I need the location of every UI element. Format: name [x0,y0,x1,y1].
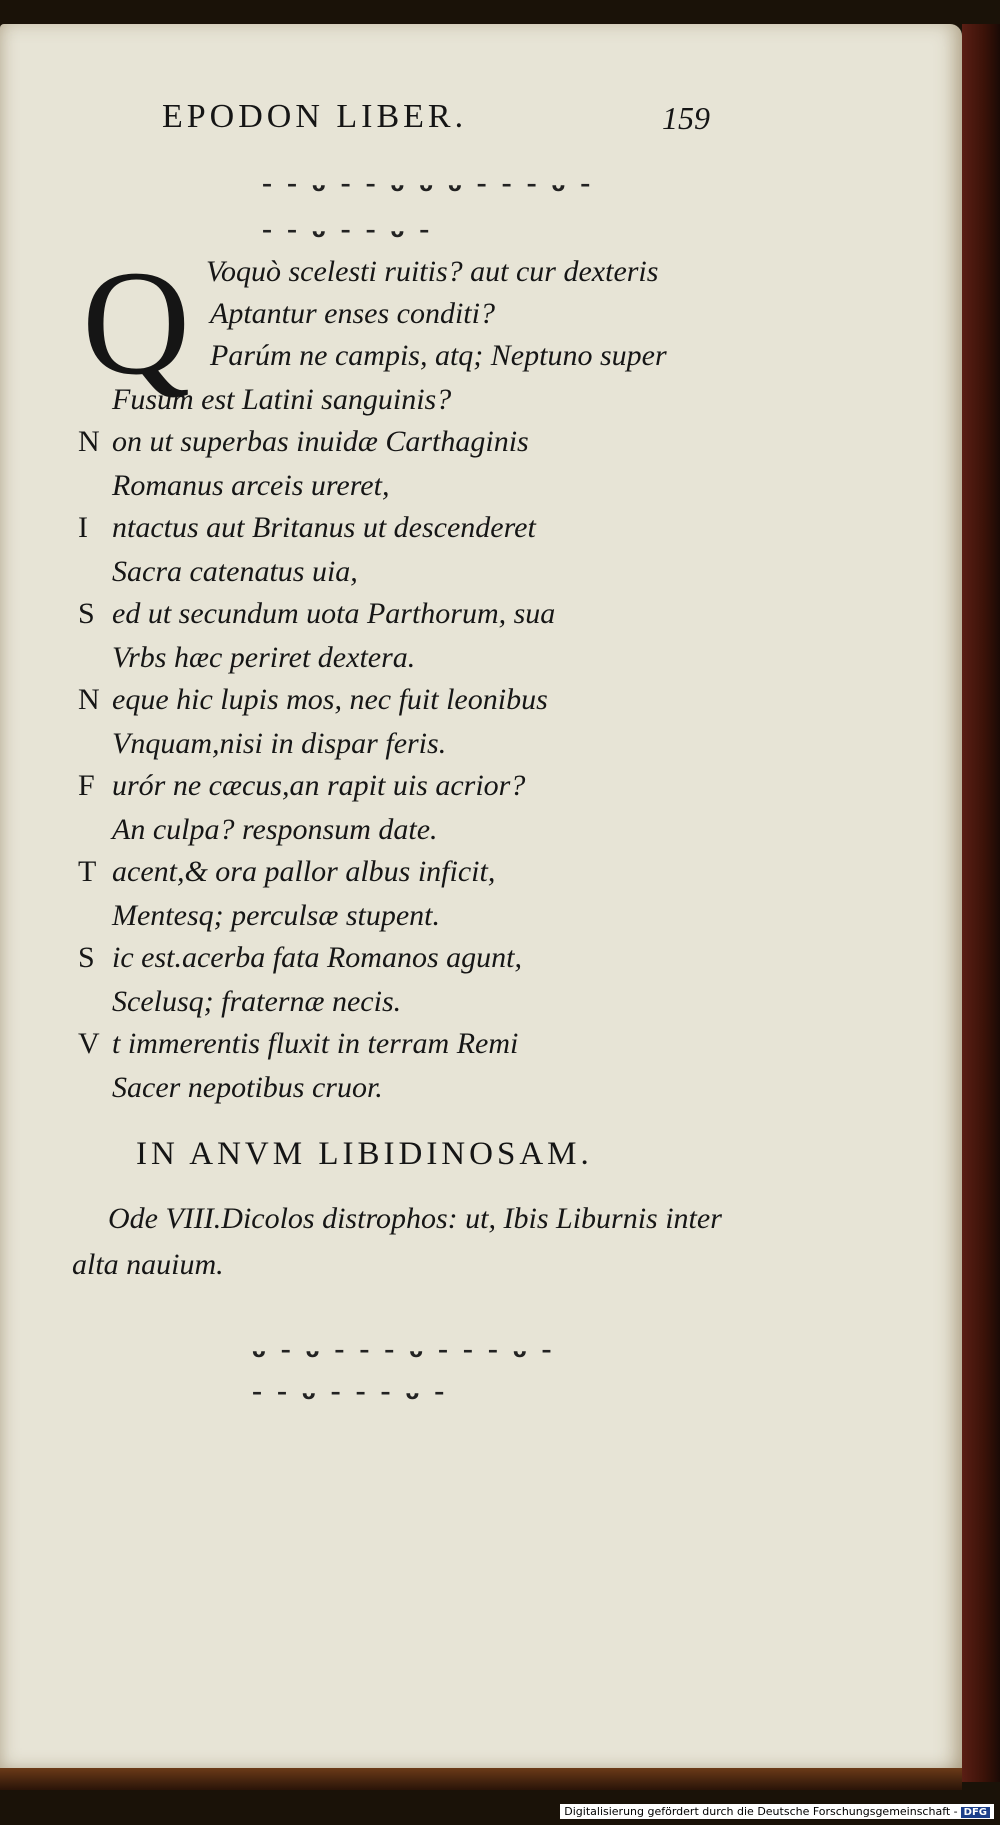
running-head: EPODON LIBER. [162,98,468,135]
verse-line [210,336,667,376]
verse-initial: N [78,425,100,458]
verse-line-text: Fusum est Latini sanguinis? [112,383,452,416]
verse-line [112,724,446,764]
section-title: IN ANVM LIBIDINOSAM. [136,1136,593,1172]
credit-text: Digitalisierung gefördert durch die Deutsche Forschungsgemeinschaft - [564,1805,958,1818]
ode-info: Ode VIII.Dicolos distrophos: ut, Ibis Liburnis inter alta nauium. [72,1202,722,1281]
verse-line [112,896,440,936]
verse-line-text: acent,& ora pallor albus inficit, [112,855,496,888]
verse-line-text: Voquò scelesti ruitis? aut cur dexteris [206,255,659,288]
verse-line-text: Sacer nepotibus cruor. [112,1071,383,1104]
verse-initial: F [78,769,95,802]
verse-line-text: Sacra catenatus uia, [112,555,358,588]
verse-line [112,638,415,678]
verse-line-text: ntactus aut Britanus ut descenderet [112,511,536,544]
meter-line-bottom-1: ᴗ – ᴗ – – – ᴗ – – – ᴗ – [252,1338,556,1362]
verse-line [112,982,401,1022]
verse-line-text: ic est.acerba fata Romanos agunt, [112,941,522,974]
verse-initial: S [78,941,95,974]
verse-initial: V [78,1027,100,1060]
book-edge-right [962,24,1000,1782]
verse-line [206,252,658,292]
verse-line [112,466,389,506]
verse-line-text: An culpa? responsum date. [112,813,438,846]
verse-line [210,294,495,334]
page-number: 159 [662,100,710,136]
verse-line-text: urór ne cæcus,an rapit uis acrior? [112,769,526,802]
meter-line-top-1: – – ᴗ – – ᴗ ᴗ ᴗ – – – ᴗ – [262,172,595,196]
page-header [162,98,760,138]
verse-line-text: t immerentis fluxit in terram Remi [112,1027,519,1060]
verse-line-text: Parúm ne campis, atq; Neptuno super [210,339,667,372]
meter-line-bottom-2: – – ᴗ – – – ᴗ – [252,1380,449,1404]
verse-initial: T [78,855,97,888]
drop-cap: Q [82,240,191,406]
verse-line [112,1068,383,1108]
verse-line [112,380,451,420]
verse-line-text: Mentesq; perculsæ stupent. [112,899,440,932]
verse-initial: N [78,683,100,716]
verse-line [112,810,438,850]
verse-initial: S [78,597,95,630]
verse-initial: I [78,511,88,544]
book-edge-bottom [0,1768,962,1790]
verse-line-text: Aptantur enses conditi? [210,297,495,330]
verse-line-text: Vrbs hæc periret dextera. [112,641,416,674]
digitization-credit [560,1804,994,1819]
meter-line-top-2: – – ᴗ – – ᴗ – [262,218,434,242]
verse-line-text: on ut superbas inuidæ Carthaginis [112,425,529,458]
verse-line-text: eque hic lupis mos, nec fuit leonibus [112,683,548,716]
verse-line-text: Romanus arceis ureret, [112,469,390,502]
verse-line-text: Vnquam,nisi in dispar feris. [112,727,447,760]
verse-line-text: Scelusq; fraternæ necis. [112,985,402,1018]
verse-line [112,552,358,592]
verse-line-text: ed ut secundum uota Parthorum, sua [112,597,556,630]
dfg-logo: DFG [961,1807,990,1818]
